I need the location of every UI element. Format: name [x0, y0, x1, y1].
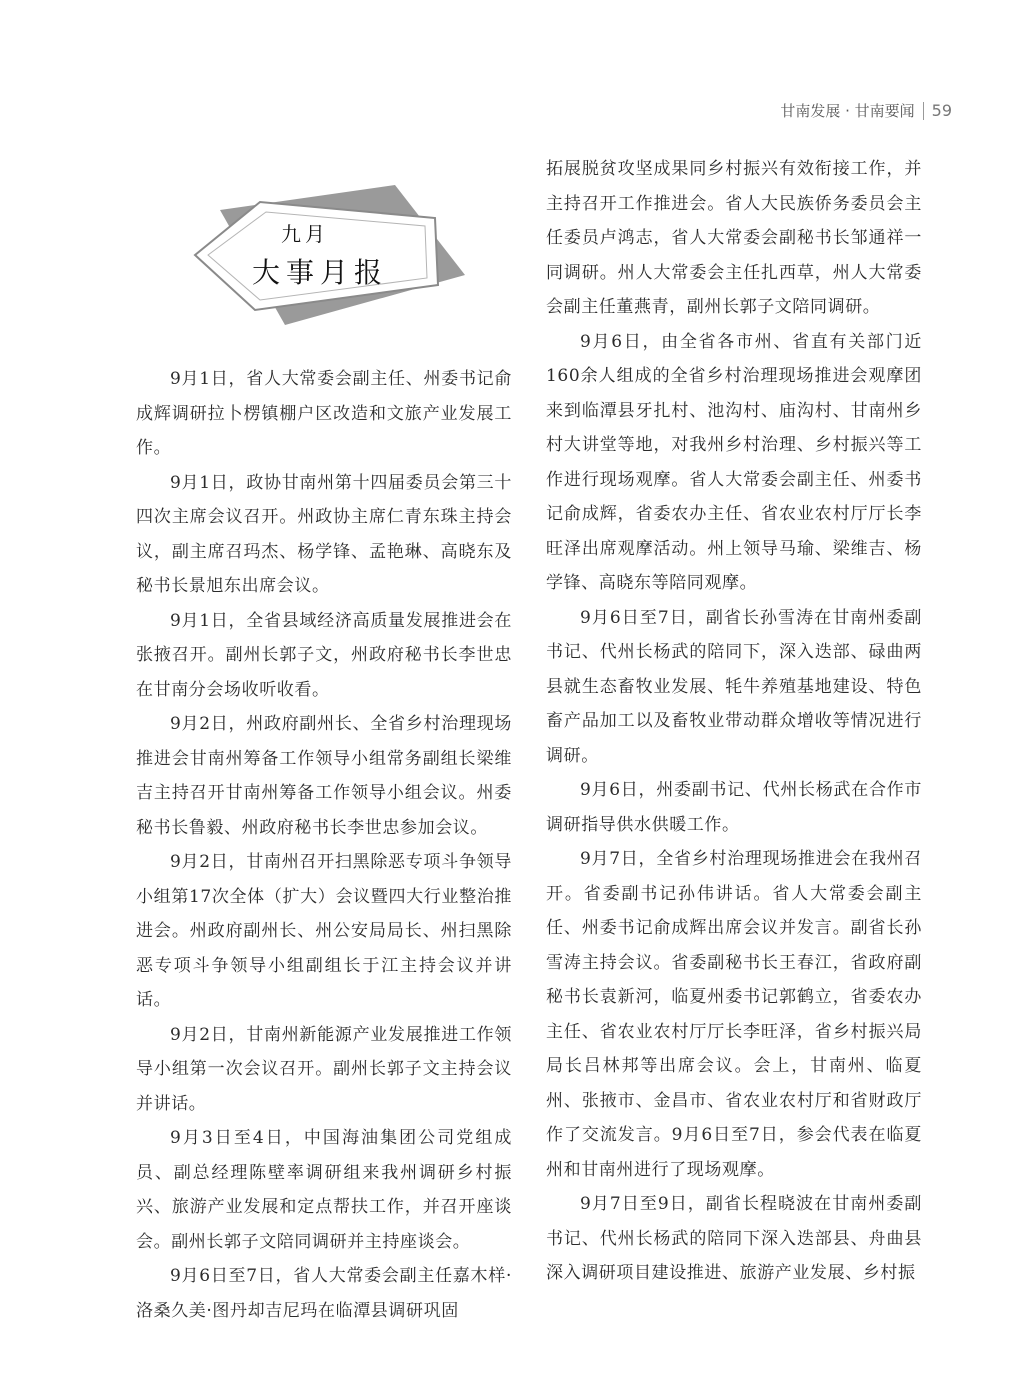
left-column [136, 362, 512, 1328]
news-item: 9月1日，全省县域经济高质量发展推进会在张掖召开。副州长郭子文，州政府秘书长李世忠在甘南分会场收听收看。 [136, 610, 512, 700]
badge-month: 九月 [281, 222, 329, 246]
section-title: 甘南发展 · 甘南要闻 [780, 102, 915, 120]
news-item: 9月7日，全省乡村治理现场推进会在我州召开。省委副书记孙伟讲话。省人大常委会副主任、州委书记俞成辉出席会议并发言。副省长孙雪涛主持会议。省委副秘书长王春江，省政府副秘书长袁新河，临夏州委书记郭鹤立，省委农办主任、省农业农村厅厅长李旺泽，省乡村振兴局局长吕林邦等出席会议。会上，甘南州、临夏州、张掖市、金昌市、省农业农村厅和省财政厅作了交流发言。9月6日至7日，参会代表在临夏州和甘南州进行了现场观摩。 [546, 849, 922, 1180]
running-header [780, 100, 952, 121]
news-item: 9月1日，省人大常委会副主任、州委书记俞成辉调研拉卜楞镇棚户区改造和文旅产业发展工作。 [136, 369, 512, 458]
badge-main-title: 大事月报 [251, 256, 388, 289]
section-badge [180, 180, 470, 330]
news-item: 9月6日，州委副书记、代州长杨武在合作市调研指导供水供暖工作。 [546, 780, 922, 835]
news-item-continued: 拓展脱贫攻坚成果同乡村振兴有效衔接工作，并主持召开工作推进会。省人大民族侨务委员会主任委员卢鸿志，省人大常委会副秘书长邹通祥一同调研。州人大常委会主任扎西草，州人大常委会副主任董燕青，副州长郭子文陪同调研。 [546, 159, 922, 317]
news-item: 9月1日，政协甘南州第十四届委员会第三十四次主席会议召开。州政协主席仁青东珠主持会议，副主席召玛杰、杨学锋、孟艳琳、高晓东及秘书长景旭东出席会议。 [136, 472, 512, 596]
news-item: 9月6日至7日，副省长孙雪涛在甘南州委副书记、代州长杨武的陪同下，深入迭部、碌曲两县就生态畜牧业发展、牦牛养殖基地建设、特色畜产品加工以及畜牧业带动群众增收等情况进行调研。 [546, 607, 922, 766]
right-column [546, 152, 922, 1291]
news-item: 9月7日至9日，副省长程晓波在甘南州委副书记、代州长杨武的陪同下深入迭部县、舟曲县深入调研项目建设推进、旅游产业发展、乡村振 [546, 1194, 922, 1283]
news-item: 9月2日，甘南州新能源产业发展推进工作领导小组第一次会议召开。副州长郭子文主持会议并讲话。 [136, 1024, 512, 1114]
news-item: 9月6日至7日，省人大常委会副主任嘉木样·洛桑久美·图丹却吉尼玛在临潭县调研巩固 [136, 1266, 512, 1321]
news-item: 9月2日，州政府副州长、全省乡村治理现场推进会甘南州筹备工作领导小组常务副组长梁维吉主持召开甘南州筹备工作领导小组会议。州委秘书长鲁毅、州政府秘书长李世忠参加会议。 [136, 714, 512, 838]
news-item: 9月3日至4日，中国海油集团公司党组成员、副总经理陈壁率调研组来我州调研乡村振兴、旅游产业发展和定点帮扶工作，并召开座谈会。副州长郭子文陪同调研并主持座谈会。 [136, 1128, 512, 1252]
page-number: 59 [931, 101, 952, 120]
news-item: 9月6日，由全省各市州、省直有关部门近160余人组成的全省乡村治理现场推进会观摩团来到临潭县牙扎村、池沟村、庙沟村、甘南州乡村大讲堂等地，对我州乡村治理、乡村振兴等工作进行现场观摩。省人大常委会副主任、州委书记俞成辉，省委农办主任、省农业农村厅厅长李旺泽出席观摩活动。州上领导马瑜、梁维吉、杨学锋、高晓东等陪同观摩。 [546, 331, 922, 593]
news-item: 9月2日，甘南州召开扫黑除恶专项斗争领导小组第17次全体（扩大）会议暨四大行业整治推进会。州政府副州长、州公安局局长、州扫黑除恶专项斗争领导小组副组长于江主持会议并讲话。 [136, 852, 512, 1010]
header-divider [923, 102, 924, 120]
badge-title [180, 218, 470, 291]
